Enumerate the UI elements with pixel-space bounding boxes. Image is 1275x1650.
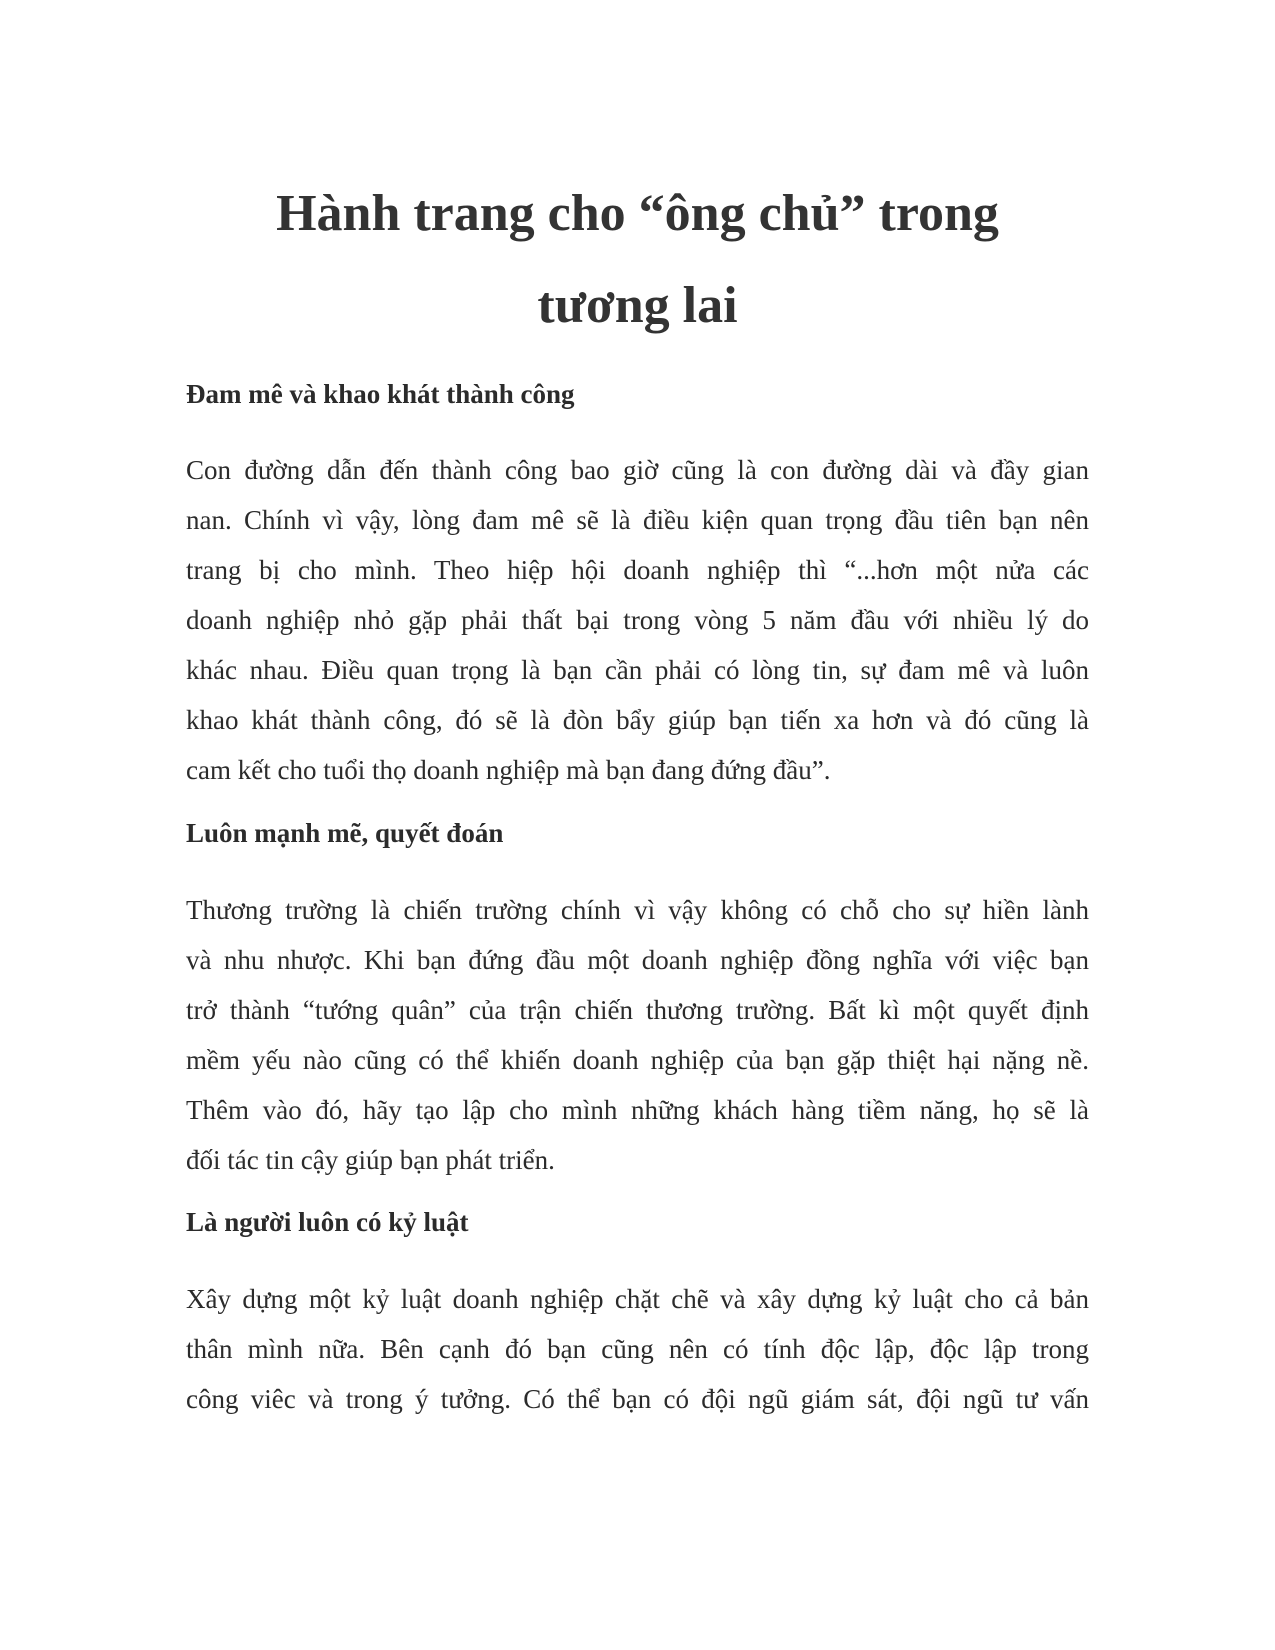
paragraph-line: trang bị cho mình. Theo hiệp hội doanh nghiệp thì “...hơn một nửa các: [186, 555, 1089, 585]
section-paragraph: [186, 1274, 1089, 1424]
section-decisive-body: [186, 885, 1089, 1185]
paragraph-line: khao khát thành công, đó sẽ là đòn bẩy giúp bạn tiến xa hơn và đó cũng là: [186, 705, 1089, 735]
title-line-2: tương lai: [537, 277, 738, 334]
paragraph-line: nan. Chính vì vậy, lòng đam mê sẽ là điều kiện quan trọng đầu tiên bạn nên: [186, 505, 1089, 535]
document-title: [186, 168, 1089, 352]
section-heading: Đam mê và khao khát thành công: [186, 379, 575, 409]
section-paragraph: [186, 445, 1089, 795]
section-passion-body: [186, 445, 1089, 795]
section-heading: Luôn mạnh mẽ, quyết đoán: [186, 818, 504, 848]
section-discipline: [186, 1204, 1089, 1240]
section-heading: Là người luôn có kỷ luật: [186, 1207, 469, 1237]
paragraph-line: Thương trường là chiến trường chính vì vậy không có chỗ cho sự hiền lành: [186, 895, 1089, 925]
section-passion: [186, 376, 1089, 412]
title-line-1: Hành trang cho “ông chủ” trong: [276, 185, 999, 242]
section-decisive: [186, 815, 1089, 851]
paragraph-line: Thêm vào đó, hãy tạo lập cho mình những khách hàng tiềm năng, họ sẽ là: [186, 1095, 1089, 1125]
section-paragraph: [186, 885, 1089, 1185]
paragraph-line: thân mình nữa. Bên cạnh đó bạn cũng nên có tính độc lập, độc lập trong: [186, 1334, 1089, 1364]
paragraph-line: Con đường dẫn đến thành công bao giờ cũng là con đường dài và đầy gian: [186, 455, 1089, 485]
paragraph-line: và nhu nhược. Khi bạn đứng đầu một doanh nghiệp đồng nghĩa với việc bạn: [186, 945, 1089, 975]
paragraph-line: cam kết cho tuổi thọ doanh nghiệp mà bạn đang đứng đầu”.: [186, 755, 831, 785]
paragraph-line: khác nhau. Điều quan trọng là bạn cần phải có lòng tin, sự đam mê và luôn: [186, 655, 1089, 685]
paragraph-line: doanh nghiệp nhỏ gặp phải thất bại trong vòng 5 năm đầu với nhiều lý do: [186, 605, 1089, 635]
paragraph-line: đối tác tin cậy giúp bạn phát triển.: [186, 1145, 555, 1175]
section-discipline-body: [186, 1274, 1089, 1424]
paragraph-line: mềm yếu nào cũng có thể khiến doanh nghiệp của bạn gặp thiệt hại nặng nề.: [186, 1045, 1089, 1075]
paragraph-line: công viêc và trong ý tưởng. Có thể bạn có đội ngũ giám sát, đội ngũ tư vấn: [186, 1384, 1089, 1414]
paragraph-line: Xây dựng một kỷ luật doanh nghiệp chặt chẽ và xây dựng kỷ luật cho cả bản: [186, 1284, 1089, 1314]
paragraph-line: trở thành “tướng quân” của trận chiến thương trường. Bất kì một quyết định: [186, 995, 1089, 1025]
